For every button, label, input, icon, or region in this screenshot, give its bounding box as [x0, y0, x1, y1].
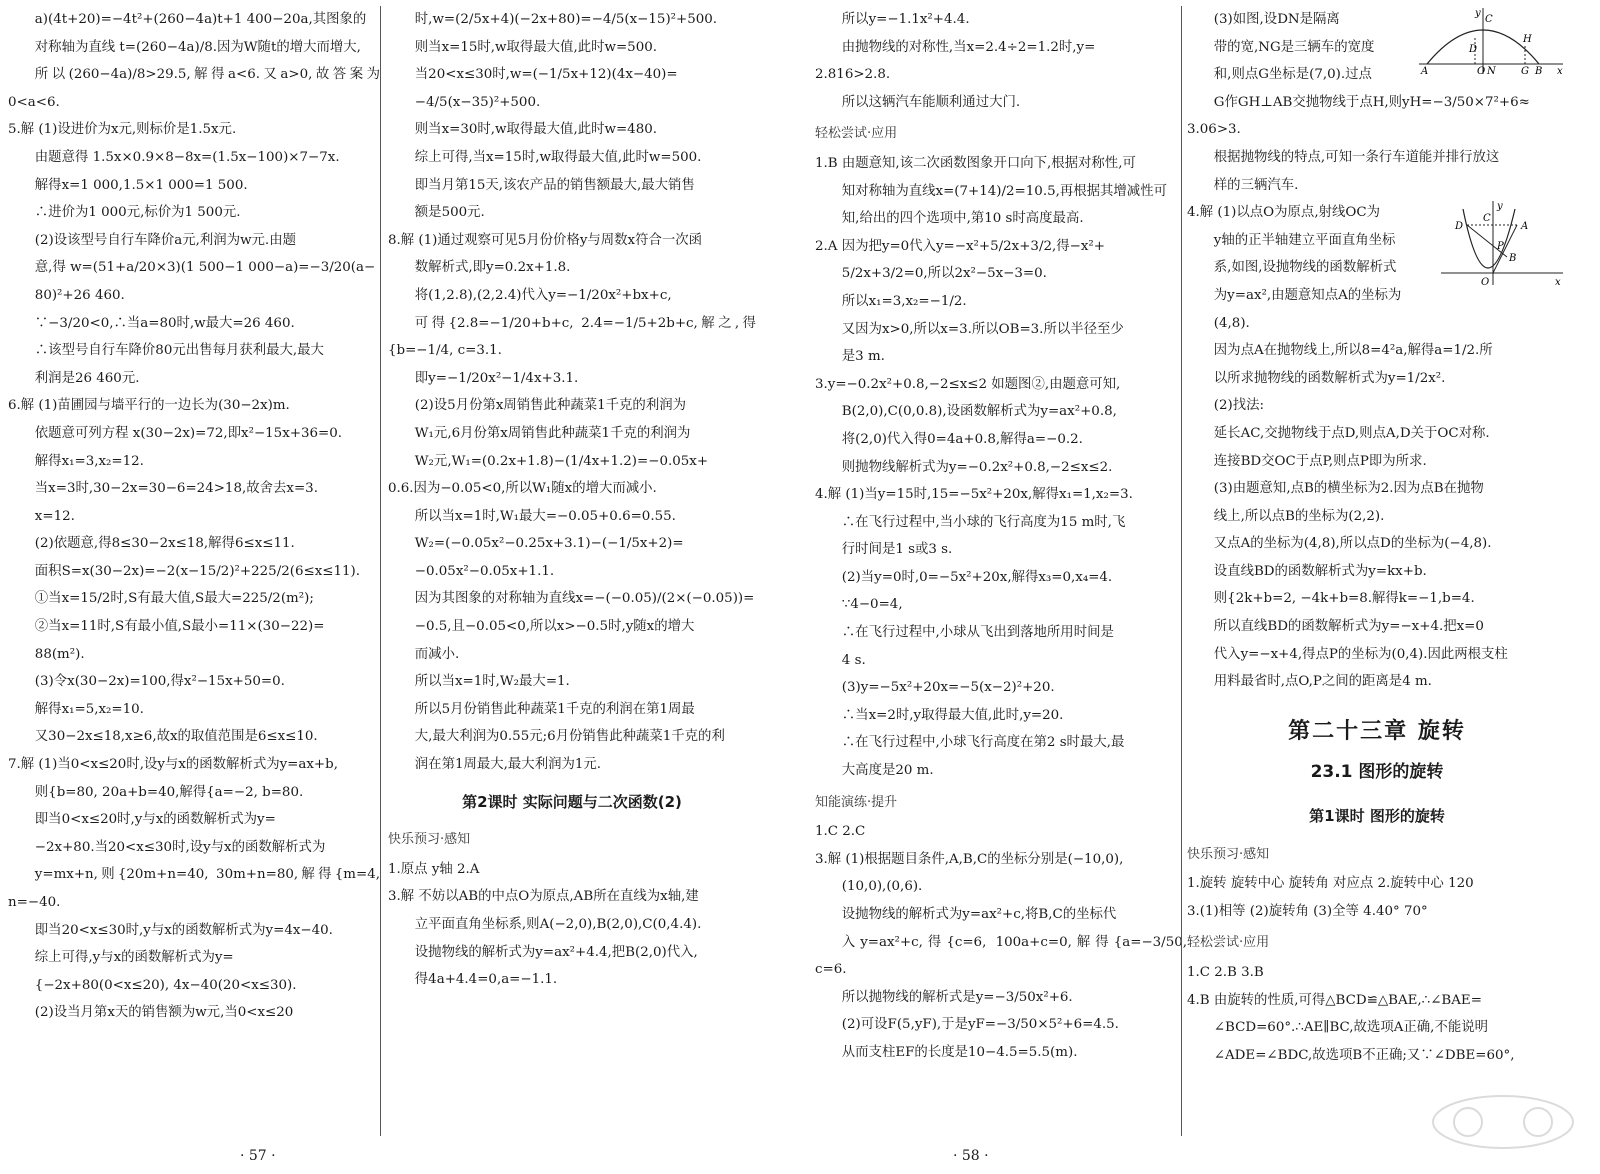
column-1 — [0, 6, 380, 1136]
text-line: 1.C 2.C — [815, 824, 866, 840]
text-line: 设抛物线的解析式为y=ax²+c,将B,C的坐标代 — [841, 907, 1117, 922]
text-line: 时,w=(2/5x+4)(−2x+80)=−4/5(x−15)²+500. — [414, 12, 718, 27]
text-line: 延长AC,交抛物线于点D,则点A,D关于OC对称. — [1213, 425, 1490, 441]
text-line: 8.解 (1)通过观察可见5月份价格y与周数x符合一次函 — [388, 232, 703, 248]
text-line: 5/2x+3/2=0,所以2x²−5x−3=0. — [841, 266, 1047, 282]
text-line: (2)找法: — [1213, 398, 1265, 414]
text-line: ∠BCD=60°.∴AE∥BC,故选项A正确,不能说明 — [1213, 1020, 1489, 1036]
text-line: 根据抛物线的特点,可知一条行车道能并排行放这 — [1213, 149, 1500, 165]
col1-lines — [8, 6, 380, 1027]
text-line: 从而支柱EF的长度是10−4.5=5.5(m). — [841, 1044, 1078, 1060]
text-line: 大,最大利润为0.55元;6月份销售此种蔬菜1千克的利 — [414, 729, 725, 745]
col2b-lines — [388, 856, 756, 994]
fig-label: C — [1483, 213, 1491, 225]
text-line: 因为点A在抛物线上,所以8=4²a,解得a=1/2.所 — [1213, 343, 1493, 359]
text-line: 又30−2x≤18,x≥6,故x的取值范围是6≤x≤10. — [34, 729, 318, 745]
column-2 — [388, 6, 756, 1136]
fig-label: N — [1487, 66, 1496, 76]
parabola-figure-1 — [1417, 6, 1567, 76]
fig-label: D — [1455, 221, 1464, 233]
col3c-lines — [815, 818, 1187, 1066]
text-line: 即当20<x≤30时,y与x的函数解析式为y=4x−40. — [34, 922, 333, 938]
text-line: (2)当y=0时,0=−5x²+20x,解得x₃=0,x₄=4. — [841, 569, 1113, 585]
text-line: 所以当x=1时,W₂最大=1. — [414, 674, 570, 690]
text-line: 即当0<x≤20时,y与x的函数解析式为y= — [34, 812, 276, 828]
text-line: 行时间是1 s或3 s. — [841, 542, 953, 558]
text-line: 4.B 由旋转的性质,可得△BCD≌△BAE,∴∠BAE= — [1187, 992, 1482, 1008]
fig-label: x — [1557, 66, 1563, 76]
text-line: 用料最省时,点O,P之间的距离是4 m. — [1213, 674, 1432, 690]
text-line: 1.C 2.B 3.B — [1187, 965, 1264, 980]
text-line: (2)设该型号自行车降价a元,利润为w元.由题 — [34, 232, 296, 248]
text-line: 4.解 (1)当y=15时,15=−5x²+20x,解得x₁=1,x₂=3. — [815, 487, 1133, 503]
watermark-logo — [1428, 1092, 1578, 1152]
text-line: 所以5月份销售此种蔬菜1千克的利润在第1周最 — [414, 701, 695, 717]
text-line: x=12. — [34, 508, 75, 524]
text-line: 可得{2.8=−1/20+b+c, 2.4=−1/5+2b+c,解之,得{b=−1/4, c=3.1. — [388, 315, 756, 359]
text-line: 又因为x>0,所以x=3.所以OB=3.所以半径至少 — [841, 321, 1124, 337]
text-line: 所以当x=1时,W₁最大=−0.05+0.6=0.55. — [414, 508, 676, 524]
section-head: 快乐预习·感知 — [1187, 846, 1270, 862]
text-line: 4.解 (1)以点O为原点,射线OC为 — [1187, 205, 1380, 221]
text-line: ∵−3/20<0,∴当a=80时,w最大=26 460. — [34, 315, 295, 331]
text-line: 数解析式,即y=0.2x+1.8. — [414, 260, 571, 276]
text-line: (2)可设F(5,yF),于是yF=−3/50×5²+6=4.5. — [841, 1017, 1119, 1033]
text-line: 3.y=−0.2x²+0.8,−2≤x≤2 如题图②,由题意可知, — [815, 376, 1121, 392]
fig-label: x — [1555, 277, 1561, 289]
text-line: 所以抛物线的解析式是y=−3/50x²+6. — [841, 989, 1073, 1005]
fig-label: B — [1535, 66, 1543, 76]
text-line: 将(1,2.8),(2,2.4)代入y=−1/20x²+bx+c, — [414, 287, 672, 303]
text-line: 综上可得,当x=15时,w取得最大值,此时w=500. — [414, 149, 702, 165]
text-line: ∵4−0=4, — [841, 597, 903, 613]
col3a-lines — [815, 6, 1187, 116]
text-line: ②当x=11时,S有最小值,S最小=11×(30−22)= — [34, 619, 325, 635]
text-line: 由抛物线的对称性,当x=2.4÷2=1.2时,y= — [841, 39, 1096, 55]
text-line: y=mx+n,则{20m+n=40, 30m+n=80,解得{m=4, n=−40. — [8, 867, 380, 910]
column-4 — [1187, 6, 1567, 1136]
page-57 — [0, 0, 795, 1174]
text-line: 88(m²). — [34, 646, 85, 662]
fig-label: G — [1521, 66, 1529, 76]
fig-label: A — [1421, 66, 1429, 76]
text-line: −0.5,且−0.05<0,所以x>−0.5时,y随x的增大 — [414, 619, 695, 635]
section-head: 轻松尝试·应用 — [815, 126, 898, 142]
text-line: y轴的正半轴建立平面直角坐标 — [1213, 232, 1396, 248]
text-line: 6.解 (1)苗圃园与墙平行的一边长为(30−2x)m. — [8, 398, 290, 414]
text-line: 4 s. — [841, 652, 866, 668]
text-line: 则当x=15时,w取得最大值,此时w=500. — [414, 39, 657, 55]
text-line: 立平面直角坐标系,则A(−2,0),B(2,0),C(0,4.4). — [414, 917, 702, 932]
text-line: 即y=−1/20x²−1/4x+3.1. — [414, 370, 579, 386]
text-line: 3.06>3. — [1187, 122, 1241, 138]
text-line: 所以(260−4a)/8>29.5,解得a<6.又a>0,故答案为0<a<6. — [8, 67, 380, 110]
page-number: · 57 · — [240, 1148, 276, 1164]
text-line: 综上可得,y与x的函数解析式为y= — [34, 950, 234, 966]
text-line: 1.原点 y轴 2.A — [388, 861, 480, 877]
fig-label: O — [1477, 66, 1486, 76]
text-line: 5.解 (1)设进价为x元,则标价是1.5x元. — [8, 122, 237, 138]
section-head: 快乐预习·感知 — [388, 832, 471, 848]
col2a-lines — [388, 6, 756, 779]
text-line: 连接BD交OC于点P,则点P即为所求. — [1213, 453, 1427, 469]
text-line: 所以x₁=3,x₂=−1/2. — [841, 293, 967, 309]
text-line: (2)设5月份第x周销售此种蔬菜1千克的利润为 — [414, 398, 686, 414]
text-line: 设抛物线的解析式为y=ax²+4.4,把B(2,0)代入, — [414, 944, 698, 960]
text-line: 则当x=30时,w取得最大值,此时w=480. — [414, 122, 657, 138]
parabola-figure-2 — [1437, 199, 1567, 289]
fig-label: y — [1497, 201, 1503, 213]
column-3 — [805, 6, 1187, 1136]
text-line: 则{b=80, 20a+b=40,解得{a=−2, b=80. — [34, 784, 304, 800]
text-line: B(2,0),C(0,0.8),设函数解析式为y=ax²+0.8, — [841, 404, 1117, 420]
text-line: 80)²+26 460. — [34, 287, 125, 303]
text-line: −2x+80.当20<x≤30时,设y与x的函数解析式为 — [34, 839, 326, 855]
text-line: 将(2,0)代入得0=4a+0.8,解得a=−0.2. — [841, 431, 1083, 447]
col4b-lines — [1187, 870, 1567, 925]
text-line: 意,得 w=(51+a/20×3)(1 500−1 000−a)=−3/20(a− — [34, 260, 376, 276]
text-line: 知,给出的四个选项中,第10 s时高度最高. — [841, 211, 1084, 227]
text-line: 3.(1)相等 (2)旋转角 (3)全等 4.40° 70° — [1187, 903, 1428, 919]
text-line: G作GH⊥AB交抛物线于点H,则yH=−3/50×7²+6≈ — [1213, 94, 1530, 110]
text-line: (3)如图,设DN是隔离 — [1213, 12, 1340, 27]
text-line: ∴当x=2时,y取得最大值,此时,y=20. — [841, 707, 1064, 723]
text-line: 带的宽,NG是三辆车的宽度 — [1213, 39, 1375, 55]
fig-label: B — [1509, 253, 1517, 265]
fig-label: A — [1521, 221, 1529, 233]
text-line: {−2x+80(0<x≤20), 4x−40(20<x≤30). — [34, 977, 297, 993]
fig-label: D — [1469, 44, 1478, 55]
text-line: 解得x₁=5,x₂=10. — [34, 701, 144, 717]
text-line: 3.解 (1)根据题目条件,A,B,C的坐标分别是(−10,0), — [815, 851, 1124, 867]
lesson-title: 第2课时 实际问题与二次函数(2) — [462, 792, 682, 811]
text-line: 对称轴为直线 t=(260−4a)/8.因为W随t的增大而增大, — [34, 39, 361, 55]
text-line: 润在第1周最大,最大利润为1元. — [414, 757, 602, 773]
text-line: a)(4t+20)=−4t²+(260−4a)t+1 400−20a,其图象的 — [34, 12, 367, 27]
text-line: −4/5(x−35)²+500. — [414, 94, 541, 110]
text-line: ①当x=15/2时,S有最大值,S最大=225/2(m²); — [34, 591, 314, 607]
text-line: 代入y=−x+4,得点P的坐标为(0,4).因此两根支柱 — [1213, 646, 1508, 662]
text-line: 样的三辆汽车. — [1213, 177, 1299, 193]
column-divider — [380, 6, 381, 1136]
fig-label: y — [1475, 8, 1481, 19]
fig-label: H — [1523, 34, 1532, 45]
text-line: 则{2k+b=2, −4k+b=8.解得k=−1,b=4. — [1213, 591, 1475, 607]
section-title: 23.1 图形的旋转 — [1310, 762, 1444, 783]
fig-label: O — [1481, 277, 1490, 289]
text-line: (2)依题意,得8≤30−2x≤18,解得6≤x≤11. — [34, 536, 295, 552]
text-line: 1.B 由题意知,该二次函数图象开口向下,根据对称性,可 — [815, 155, 1136, 171]
column-divider — [1181, 6, 1182, 1136]
col4c-lines — [1187, 959, 1567, 1069]
text-line: 利润是26 460元. — [34, 370, 140, 386]
chapter-title: 第二十三章 旋转 — [1288, 718, 1466, 744]
section-head: 轻松尝试·应用 — [1187, 935, 1270, 951]
text-line: (3)y=−5x²+20x=−5(x−2)²+20. — [841, 680, 1055, 696]
text-line: 0.6.因为−0.05<0,所以W₁随x的增大而减小. — [388, 481, 657, 497]
text-line: ∴在飞行过程中,当小球的飞行高度为15 m时,飞 — [841, 514, 1126, 530]
text-line: 2.816>2.8. — [815, 67, 891, 83]
text-line: 系,如图,设抛物线的函数解析式 — [1213, 260, 1397, 276]
text-line: (3)由题意知,点B的横坐标为2.因为点B在抛物 — [1213, 481, 1484, 497]
text-line: 所以直线BD的函数解析式为y=−x+4.把x=0 — [1213, 619, 1484, 635]
text-line: (10,0),(0,6). — [841, 879, 923, 895]
text-line: 所以这辆汽车能顺利通过大门. — [841, 94, 1021, 110]
col3b-lines — [815, 150, 1187, 785]
text-line: 因为其图象的对称轴为直线x=−(−0.05)/(2×(−0.05))= — [414, 591, 755, 607]
text-line: 线上,所以点B的坐标为(2,2). — [1213, 508, 1385, 524]
text-line: 设直线BD的函数解析式为y=kx+b. — [1213, 563, 1427, 579]
text-line: 为y=ax²,由题意知点A的坐标为 — [1213, 287, 1402, 303]
text-line: 则抛物线解析式为y=−0.2x²+0.8,−2≤x≤2. — [841, 459, 1113, 475]
section-head: 知能演练·提升 — [815, 794, 898, 810]
fig-label: P — [1497, 241, 1504, 253]
text-line: 解得x₁=3,x₂=12. — [34, 453, 144, 469]
text-line: 又点A的坐标为(4,8),所以点D的坐标为(−4,8). — [1213, 536, 1492, 552]
text-line: (2)设当月第x天的销售额为w元,当0<x≤20 — [34, 1005, 294, 1021]
page-58 — [805, 0, 1600, 1174]
text-line: ∴进价为1 000元,标价为1 500元. — [34, 205, 241, 221]
text-line: 2.A 因为把y=0代入y=−x²+5/2x+3/2,得−x²+ — [815, 238, 1105, 254]
text-line: 和,则点G坐标是(7,0).过点 — [1213, 67, 1372, 83]
page-number: · 58 · — [953, 1148, 989, 1164]
text-line: ∠ADE=∠BDC,故选项B不正确;又∵∠DBE=60°, — [1213, 1047, 1515, 1063]
text-line: 以所求抛物线的函数解析式为y=1/2x². — [1213, 370, 1446, 386]
text-line: 依题意可列方程 x(30−2x)=72,即x²−15x+36=0. — [34, 425, 343, 441]
text-line: 而减小. — [414, 646, 460, 662]
text-line: W₂=(−0.05x²−0.25x+3.1)−(−1/5x+2)= — [414, 536, 684, 552]
fig-label: C — [1485, 14, 1493, 25]
text-line: 7.解 (1)当0<x≤20时,设y与x的函数解析式为y=ax+b, — [8, 757, 338, 773]
text-line: 知对称轴为直线x=(7+14)/2=10.5,再根据其增减性可 — [841, 183, 1167, 199]
text-line: 解得x=1 000,1.5×1 000=1 500. — [34, 177, 248, 193]
text-line: 大高度是20 m. — [841, 763, 934, 779]
text-line: 当20<x≤30时,w=(−1/5x+12)(4x−40)= — [414, 67, 678, 83]
text-line: 1.旋转 旋转中心 旋转角 对应点 2.旋转中心 120 — [1187, 876, 1474, 892]
text-line: ∴在飞行过程中,小球飞行高度在第2 s时最大,最 — [841, 735, 1125, 751]
text-line: 即当月第15天,该农产品的销售额最大,最大销售 — [414, 177, 695, 193]
text-line: (4,8). — [1213, 315, 1250, 331]
text-line: 额是500元. — [414, 205, 485, 221]
text-line: (3)令x(30−2x)=100,得x²−15x+50=0. — [34, 674, 285, 690]
text-line: 是3 m. — [841, 349, 885, 365]
text-line: W₁元,6月份第x周销售此种蔬菜1千克的利润为 — [414, 425, 691, 441]
text-line: 由题意得 1.5x×0.9×8−8x=(1.5x−100)×7−7x. — [34, 149, 340, 165]
text-line: 面积S=x(30−2x)=−2(x−15/2)²+225/2(6≤x≤11). — [34, 563, 360, 579]
text-line: ∴该型号自行车降价80元出售每月获利最大,最大 — [34, 343, 324, 359]
text-line: −0.05x²−0.05x+1.1. — [414, 563, 555, 579]
text-line: 3.解 不妨以AB的中点O为原点,AB所在直线为x轴,建 — [388, 889, 699, 905]
text-line: 所以y=−1.1x²+4.4. — [841, 12, 970, 27]
text-line: ∴在飞行过程中,小球从飞出到落地所用时间是 — [841, 625, 1114, 641]
text-line: 得4a+4.4=0,a=−1.1. — [414, 972, 558, 988]
lesson-title: 第1课时 图形的旋转 — [1309, 807, 1445, 826]
text-line: 当x=3时,30−2x=30−6=24>18,故舍去x=3. — [34, 481, 318, 497]
text-line: 入y=ax²+c,得{c=6, 100a+c=0,解得{a=−3/50, c=6. — [815, 934, 1187, 978]
text-line: W₂元,W₁=(0.2x+1.8)−(1/4x+1.2)=−0.05x+ — [414, 453, 709, 469]
